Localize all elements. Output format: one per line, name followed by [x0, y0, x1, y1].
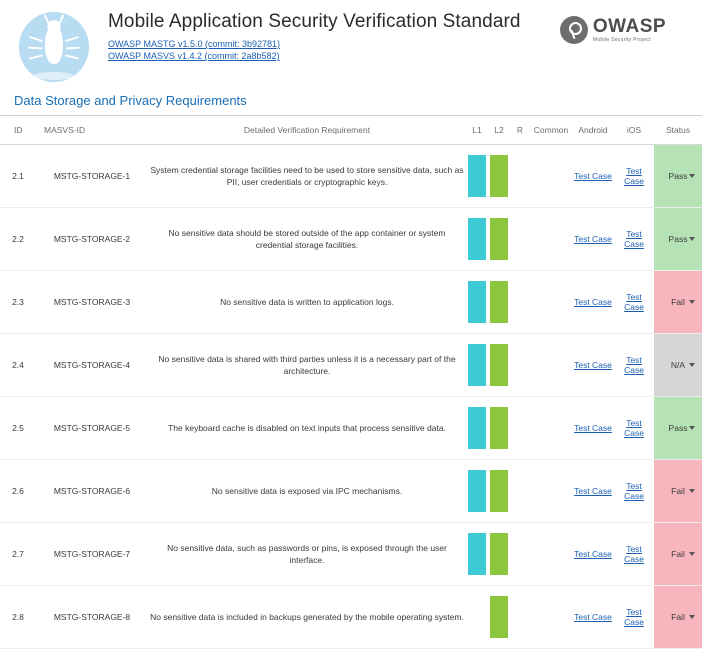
cell-ios	[614, 397, 654, 460]
status-badge: Fail	[671, 612, 685, 622]
cell-requirement: No sensitive data, such as passwords or pins, is exposed through the user interface.	[148, 523, 466, 586]
cell-l2	[488, 586, 510, 649]
cell-id: 2.2	[0, 208, 36, 271]
ios-test-case-link[interactable]: Test Case	[624, 607, 644, 627]
cell-common	[530, 523, 572, 586]
cell-common	[530, 460, 572, 523]
table-row	[0, 334, 702, 397]
status-badge: Pass	[668, 171, 688, 181]
section-title: Data Storage and Privacy Requirements	[14, 93, 247, 108]
cell-status[interactable]	[654, 271, 702, 334]
cell-android	[572, 460, 614, 523]
cell-status[interactable]	[654, 460, 702, 523]
cell-common	[530, 397, 572, 460]
cell-android	[572, 397, 614, 460]
status-badge: Fail	[671, 297, 685, 307]
chevron-down-icon[interactable]	[689, 300, 695, 304]
cell-ios	[614, 523, 654, 586]
requirements-table	[0, 116, 702, 649]
cell-requirement: No sensitive data is included in backups generated by the mobile operating system.	[148, 586, 466, 649]
cell-l2	[488, 271, 510, 334]
cell-status[interactable]	[654, 397, 702, 460]
cell-masvs-id: MSTG-STORAGE-6	[36, 460, 148, 523]
cell-l1	[466, 586, 488, 649]
column-header-r: R	[510, 116, 530, 145]
cell-l1	[466, 460, 488, 523]
column-header-ios: iOS	[614, 116, 654, 145]
cell-ios	[614, 586, 654, 649]
column-header-android: Android	[572, 116, 614, 145]
ios-test-case-link[interactable]: Test Case	[624, 292, 644, 312]
cell-requirement: No sensitive data is exposed via IPC mechanisms.	[148, 460, 466, 523]
cell-common	[530, 208, 572, 271]
status-badge: Pass	[668, 423, 688, 433]
brand-container	[538, 8, 688, 44]
page-title: Mobile Application Security Verification Standard	[108, 11, 521, 32]
column-header-requirement: Detailed Verification Requirement	[148, 116, 466, 145]
cell-ios	[614, 460, 654, 523]
logo-container	[14, 8, 94, 82]
column-header-l2: L2	[488, 116, 510, 145]
cell-requirement: System credential storage facilities need to be used to store sensitive data, such as PII, user credentials or cryptographic keys.	[148, 145, 466, 208]
table-body	[0, 145, 702, 649]
cell-id: 2.1	[0, 145, 36, 208]
cell-common	[530, 586, 572, 649]
cell-r	[510, 208, 530, 271]
cell-l1	[466, 523, 488, 586]
column-header-masvs-id: MASVS-ID	[36, 116, 148, 145]
cell-common	[530, 271, 572, 334]
table-row	[0, 397, 702, 460]
android-test-case-link[interactable]: Test Case	[574, 171, 612, 181]
ios-test-case-link[interactable]: Test Case	[624, 544, 644, 564]
android-test-case-link[interactable]: Test Case	[574, 234, 612, 244]
cell-requirement: No sensitive data is written to application logs.	[148, 271, 466, 334]
chevron-down-icon[interactable]	[689, 489, 695, 493]
cell-requirement: No sensitive data should be stored outside of the app container or system credential storage facilities.	[148, 208, 466, 271]
cell-ios	[614, 208, 654, 271]
android-test-case-link[interactable]: Test Case	[574, 486, 612, 496]
cell-l2	[488, 145, 510, 208]
ios-test-case-link[interactable]: Test Case	[624, 418, 644, 438]
chevron-down-icon[interactable]	[689, 552, 695, 556]
table-row	[0, 523, 702, 586]
column-header-status: Status	[654, 116, 702, 145]
masvs-version-link[interactable]: OWASP MASVS v1.4.2 (commit: 2a8b582)	[108, 51, 280, 61]
android-test-case-link[interactable]: Test Case	[574, 360, 612, 370]
cell-l1	[466, 145, 488, 208]
document-header	[0, 0, 702, 86]
owasp-wordmark: OWASP	[592, 16, 667, 37]
ios-test-case-link[interactable]: Test Case	[624, 229, 644, 249]
cell-id: 2.6	[0, 460, 36, 523]
cell-status[interactable]	[654, 208, 702, 271]
owasp-mark-icon	[560, 16, 588, 44]
cell-masvs-id: MSTG-STORAGE-2	[36, 208, 148, 271]
android-test-case-link[interactable]: Test Case	[574, 297, 612, 307]
cell-l2	[488, 334, 510, 397]
column-header-common: Common	[530, 116, 572, 145]
cell-l2	[488, 397, 510, 460]
ios-test-case-link[interactable]: Test Case	[624, 481, 644, 501]
cell-masvs-id: MSTG-STORAGE-7	[36, 523, 148, 586]
table-row	[0, 145, 702, 208]
cell-android	[572, 586, 614, 649]
cell-masvs-id: MSTG-STORAGE-4	[36, 334, 148, 397]
cell-l1	[466, 334, 488, 397]
table-header-row	[0, 116, 702, 145]
cell-masvs-id: MSTG-STORAGE-5	[36, 397, 148, 460]
cell-android	[572, 271, 614, 334]
cell-android	[572, 145, 614, 208]
version-links	[108, 38, 538, 62]
cell-masvs-id: MSTG-STORAGE-3	[36, 271, 148, 334]
cell-id: 2.5	[0, 397, 36, 460]
cell-l2	[488, 208, 510, 271]
chevron-down-icon[interactable]	[689, 363, 695, 367]
cell-masvs-id: MSTG-STORAGE-8	[36, 586, 148, 649]
cell-common	[530, 145, 572, 208]
chevron-down-icon[interactable]	[689, 426, 695, 430]
cell-id: 2.3	[0, 271, 36, 334]
cell-l1	[466, 397, 488, 460]
table-row	[0, 586, 702, 649]
cell-l1	[466, 271, 488, 334]
cell-android	[572, 334, 614, 397]
android-test-case-link[interactable]: Test Case	[574, 612, 612, 622]
cell-r	[510, 334, 530, 397]
cell-r	[510, 523, 530, 586]
cell-requirement: The keyboard cache is disabled on text inputs that process sensitive data.	[148, 397, 466, 460]
table-row	[0, 208, 702, 271]
owasp-logo	[560, 16, 666, 44]
chevron-down-icon[interactable]	[689, 615, 695, 619]
cell-status[interactable]	[654, 586, 702, 649]
cell-r	[510, 460, 530, 523]
cell-l2	[488, 460, 510, 523]
ios-test-case-link[interactable]: Test Case	[624, 166, 644, 186]
status-badge: Pass	[668, 234, 688, 244]
mastg-version-link[interactable]: OWASP MASTG v1.5.0 (commit: 3b92781)	[108, 39, 281, 49]
cell-masvs-id: MSTG-STORAGE-1	[36, 145, 148, 208]
owasp-tagline: Mobile Security Project	[592, 37, 651, 43]
cell-l2	[488, 523, 510, 586]
cell-id: 2.4	[0, 334, 36, 397]
column-header-id: ID	[0, 116, 36, 145]
status-badge: N/A	[670, 360, 686, 370]
cell-requirement: No sensitive data is shared with third parties unless it is a necessary part of the architecture.	[148, 334, 466, 397]
cell-r	[510, 397, 530, 460]
status-badge: Fail	[671, 549, 685, 559]
cell-android	[572, 523, 614, 586]
cell-r	[510, 586, 530, 649]
cell-l1	[466, 208, 488, 271]
cell-id: 2.7	[0, 523, 36, 586]
status-badge: Fail	[671, 486, 685, 496]
title-block	[94, 8, 538, 62]
table-row	[0, 271, 702, 334]
android-test-case-link[interactable]: Test Case	[574, 549, 612, 559]
cell-r	[510, 145, 530, 208]
cell-common	[530, 334, 572, 397]
chevron-down-icon[interactable]	[689, 174, 695, 178]
cell-r	[510, 271, 530, 334]
cell-status[interactable]	[654, 145, 702, 208]
cell-status[interactable]	[654, 523, 702, 586]
cell-ios	[614, 145, 654, 208]
cell-ios	[614, 334, 654, 397]
android-test-case-link[interactable]: Test Case	[574, 423, 612, 433]
cell-android	[572, 208, 614, 271]
cell-id: 2.8	[0, 586, 36, 649]
chevron-down-icon[interactable]	[689, 237, 695, 241]
cell-status[interactable]	[654, 334, 702, 397]
table-row	[0, 460, 702, 523]
column-header-l1: L1	[466, 116, 488, 145]
section-header	[0, 86, 702, 116]
ios-test-case-link[interactable]: Test Case	[624, 355, 644, 375]
owasp-bug-icon	[19, 12, 89, 82]
cell-ios	[614, 271, 654, 334]
